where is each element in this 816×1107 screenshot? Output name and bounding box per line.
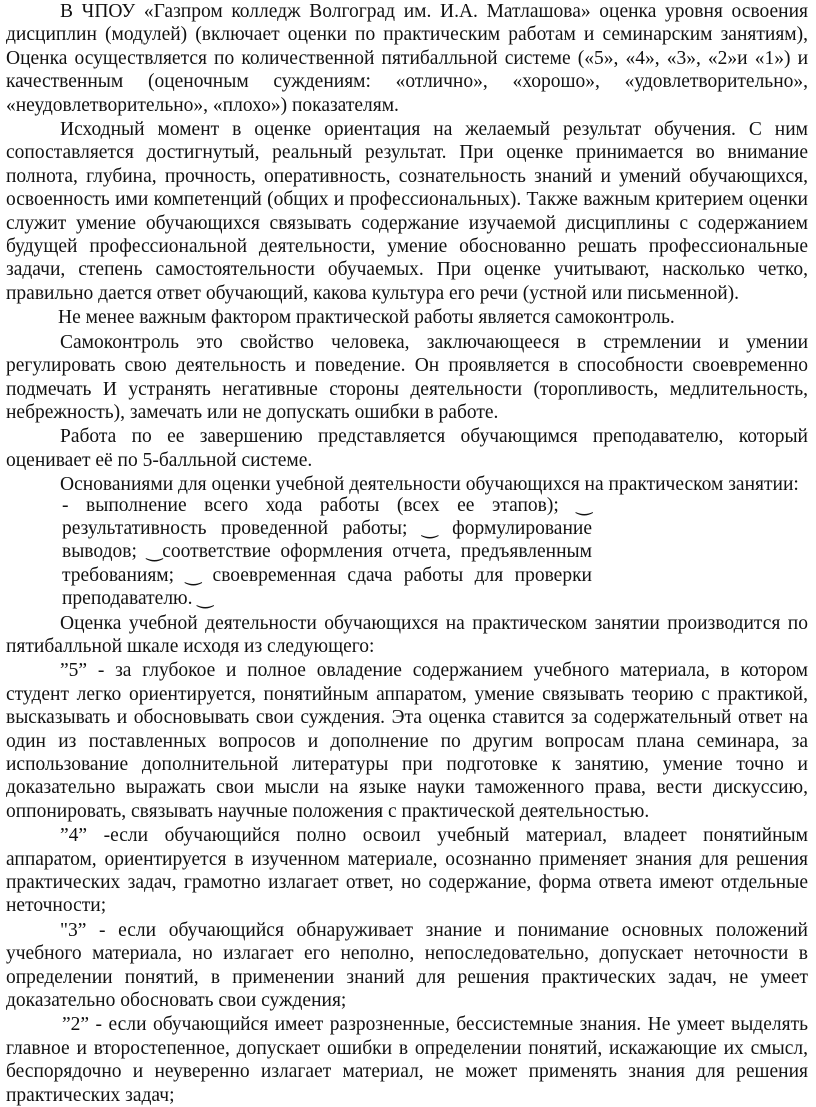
paragraph-grade-3: "3” - если обучающийся обнаруживает знание и понимание основных положений учебного материала, но излагает его неполно, непоследовательно, допускает неточности в определении понятий, в применении знаний для решения практических задач, не умеет доказательно обосновать свои суждения; (6, 919, 808, 1012)
criteria-list (62, 494, 592, 611)
paragraph-grade-5: ”5” - за глубокое и полное овладение содержанием учебного материала, в котором студент легко ориентируется, понятийным аппаратом, умение связывать теорию с практикой, высказывать и обосновывать свои суждения. Эта оценка ставится за содержательный ответ на один из поставленных вопросов и дополнение по другим вопросам плана семинара, за использование дополнительной литературы при подготовке к занятию, умение точно и доказательно выражать свои мысли на языке науки таможенного права, вести дискуссию, оппонировать, связывать научные положения с практической деятельностью. (6, 660, 808, 822)
criteria-line: выводов; ‿соответствие оформления отчета, предъявленным (62, 541, 592, 563)
criteria-line: преподавателю. ‿ (62, 588, 214, 610)
paragraph-grounds-heading: Основаниями для оценки учебной деятельности обучающихся на практическом занятии: (60, 474, 799, 496)
paragraph-grading-scale: Оценка учебной деятельности обучающихся на практическом занятии производится по пятибалльной шкале исходя из следующего: (6, 612, 808, 657)
paragraph-grade-4: ”4” -если обучающийся полно освоил учебный материал, владеет понятийным аппаратом, ориентируется в изученном материале, осознанно применяет знания для решения практических задач, грамотно излагает ответ, но содержание, форма ответа имеют отдельные неточности; (6, 825, 808, 917)
criteria-line: - выполнение всего хода работы (всех ее этапов); ‿ (62, 494, 592, 516)
paragraph-work-submission: Работа по ее завершению представляется обучающимся преподавателю, который оценивает её по 5-балльной системе. (6, 426, 808, 471)
paragraph-initial-moment: Исходный момент в оценке ориентация на желаемый результат обучения. С ним сопоставляется достигнутый, реальный результат. При оценке принимается во внимание полнота, глубина, прочность, оперативность, сознательность знаний и умений обучающихся, освоенность ими компетенций (общих и профессиональных). Также важным критерием оценки служит умение обучающихся связывать содержание изучаемой дисциплины с содержанием будущей профессиональной деятельности, умение обоснованно решать профессиональные задачи, степень самостоятельности обучаемых. При оценке учитывают, насколько четко, правильно дается ответ обучающий, какова культура его речи (устной или письменной). (6, 119, 808, 304)
paragraph-intro: В ЧПОУ «Газпром колледж Волгоград им. И.А. Матлашова» оценка уровня освоения дисциплин (модулей) (включает оценки по практическим работам и семинарским занятиям), Оценка осуществляется по количественной пятибалльной системе («5», «4», «3», «2»и «1») и качественным (оценочным суждениям: «отлично», «хорошо», «удовлетворительно», «неудовлетворительно», «плохо») показателям. (6, 1, 808, 116)
criteria-line: требованиям; ‿ своевременная сдача работы для проверки (62, 564, 592, 586)
criteria-line: результативность проведенной работы; ‿ формулирование (62, 517, 592, 539)
paragraph-self-control-definition: Самоконтроль это свойство человека, заключающееся в стремлении и умении регулировать свою деятельность и поведение. Он проявляется в способности своевременно подмечать И устранять негативные стороны деятельности (торопливость, медлительность, небрежность), замечать или не допускать ошибки в работе. (6, 331, 808, 423)
paragraph-grade-2: ”2” - если обучающийся имеет разрозненные, бессистемные знания. Не умеет выделять главное и второстепенное, допускает ошибки в определении понятий, искажающие их смысл, беспорядочно и неуверенно излагает материал, не может применять знания для решения практических задач; (6, 1014, 808, 1106)
paragraph-self-control-factor: Не менее важным фактором практической работы является самоконтроль. (58, 307, 675, 329)
